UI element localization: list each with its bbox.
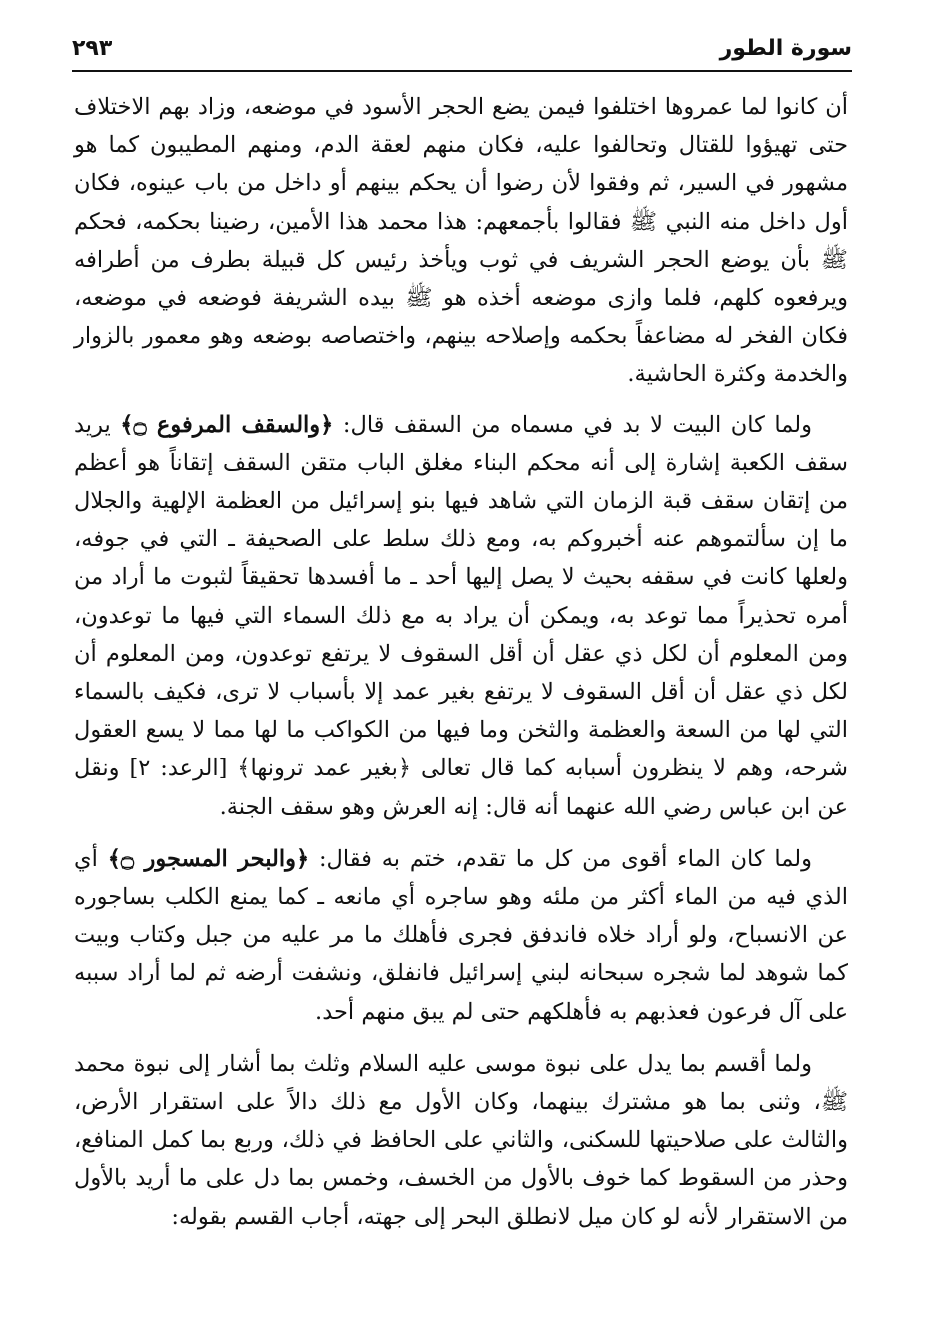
page-number: ٢٩٣ [72,36,113,61]
paragraph-text: يريد سقف الكعبة إشارة إلى أنه محكم البناء مغلق الباب متقن السقف إتقاناً هو أعظم من إتقان سقف قبة الزمان التي شاهد فيها بنو إسرائيل من العظمة الإلهية والجلال ما إن سألتموهم عنه أخبروكم به، ومع ذلك سلط على الصحيفة ـ التي في جوفه، ولعلها كانت في سقفه بحيث لا يصل إليها أحد ـ ما أفسدها تحقيقاً لثبوت ما أراد من أمره تحذيراً مما توعد به، ويمكن أن يراد به مع ذلك السماء التي فيها ما توعدون، ومن المعلوم أن لكل ذي عقل أن أقل السقوف لا يرتفع توعدون، ومن المعلوم أن لكل ذي عقل أن أقل السقوف لا يرتفع بغير عمد إلا بأسباب لا ترى، فكيف بالسماء التي لها من السعة والعظمة والثخن وما فيها من الكواكب ما لها مما لا يسع العقول شرحه، وهم لا ينظرون أسبابه كما قال تعالى ﴿بغير عمد ترونها﴾ [الرعد: ٢] ونقل عن ابن عباس رضي الله عنهما أنه قال: إنه العرش وهو سقف الجنة. [74,411,848,820]
paragraph [74,406,848,826]
quran-verse: ﴿والسقف المرفوع ۝﴾ [120,411,334,438]
paragraph-text: ولما كان البيت لا بد في مسماه من السقف قال: [333,411,812,438]
quran-verse: ﴿والبحر المسجور ۝﴾ [107,845,310,872]
page-header [72,30,852,72]
surah-title: سورة الطور [719,36,852,61]
paragraph [74,840,848,1031]
body-text [74,88,848,1303]
paragraph-text: أي الذي فيه من الماء أكثر من ملئه وهو ساجره أي مانعه ـ كما يمنع الكلب بساجوره عن الانسباح، ولو أراد خلاه فاندفق فجرى فأهلك ما مر عليه من جبل وكتاب وبيت كما شوهد لما شجره سبحانه لبني إسرائيل فانفلق، ونشفت أرضه ثم لما أراد سببه على آل فرعون فعذبهم به فأهلكهم حتى لم يبق منهم أحد. [74,845,848,1025]
paragraph-text: ولما كان الماء أقوى من كل ما تقدم، ختم به فقال: [309,845,813,872]
paragraph: ولما أقسم بما يدل على نبوة موسى عليه السلام وثلث بما أشار إلى نبوة محمد ﷺ، وثنى بما هو مشترك بينهما، وكان الأول مع ذلك دالاً على استقرار الأرض، والثالث على صلاحيتها للسكنى، والثاني على الحافظ في ذلك، وربع بما كمل المنافع، وحذر من السقوط كما خوف بالأول من الخسف، وخمس بما دل على ما أريد بالأول من الاستقرار لأنه لو كان ميل لانطلق البحر إلى جهته، أجاب القسم بقوله: [74,1050,848,1230]
paragraph: أن كانوا لما عمروها اختلفوا فيمن يضع الحجر الأسود في موضعه، وزاد بهم الاختلاف حتى تهيؤوا للقتال وتحالفوا عليه، فكان منهم لعقة الدم، ومنهم المطيبون كما هو مشهور في السير، ثم وفقوا لأن رضوا أن يحكم بينهم أو داخل من باب عينوه، فكان أول داخل منه النبي ﷺ فقالوا بأجمعهم: هذا محمد هذا الأمين، رضينا بحكمه، فحكم ﷺ بأن يوضع الحجر الشريف في ثوب ويأخذ رئيس كل قبيلة بطرف من أطرافه ويرفعوه كلهم، فلما وازى موضعه أخذه هو ﷺ بيده الشريفة فوضعه في موضعه، فكان الفخر له مضاعفاً بحكمه وإصلاحه بينهم، واختصاصه بوضعه وهو معمور بالزوار والخدمة وكثرة الحاشية. [74,94,848,388]
